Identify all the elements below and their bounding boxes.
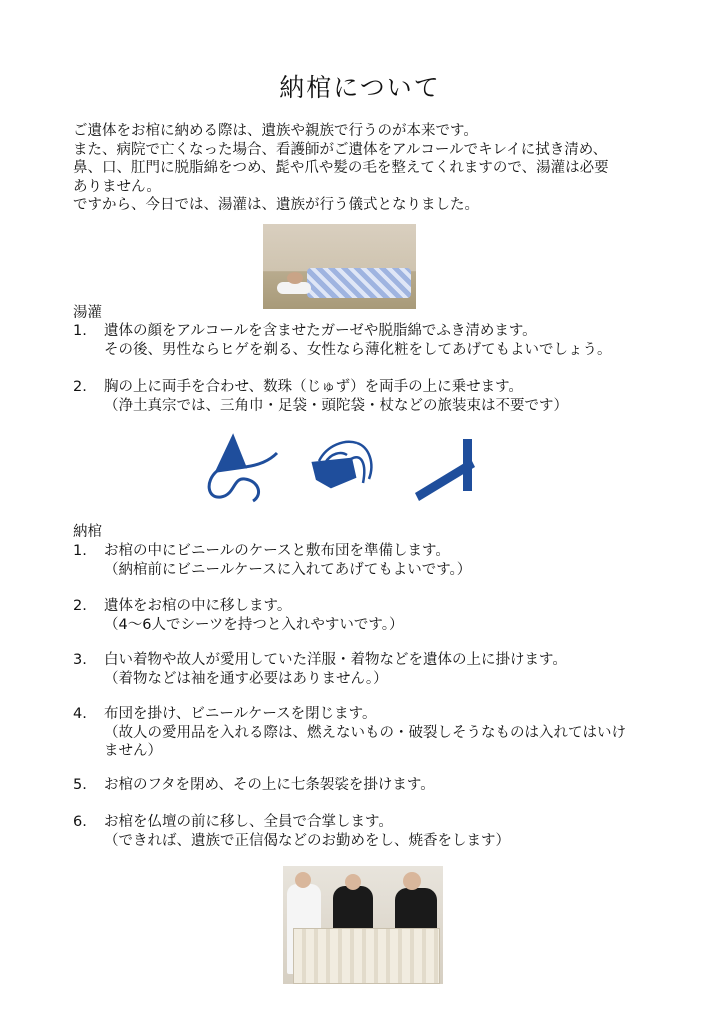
futon-blanket (307, 268, 411, 298)
item-body (104, 705, 664, 761)
item-number: 6. (73, 814, 87, 830)
futon-photo (263, 224, 416, 309)
intro-line: また、病院で亡くなった場合、看護師がご遺体をアルコールでキレイに拭き清め、 (73, 141, 608, 158)
item-line: お棺の中にビニールのケースと敷布団を準備します。 (104, 543, 450, 559)
intro-line: 鼻、口、肛門に脱脂綿をつめ、髭や爪や髪の毛を整えてくれますので、湯灌は必要 (73, 160, 609, 176)
item-line: （故人の愛用品を入れる際は、燃えないもの・破裂しそうなものは入れてはいけ (104, 724, 626, 741)
item-number: 1. (73, 323, 87, 339)
item-body (104, 322, 664, 359)
item-line: 布団を掛け、ビニールケースを閉じます。 (104, 706, 377, 722)
item-number: 2. (73, 598, 87, 614)
item-number: 1. (73, 543, 87, 559)
person-face (403, 872, 421, 890)
item-line: （できれば、遺族で正信偈などのお勤めをし、焼香をします） (104, 832, 510, 849)
item-number: 3. (73, 652, 87, 668)
item-number: 4. (73, 706, 87, 722)
item-body (104, 597, 664, 634)
item-line: 白い着物や故人が愛用していた洋服・着物などを遺体の上に掛けます。 (104, 652, 567, 668)
item-line: （浄土真宗では、三角巾・足袋・頭陀袋・杖などの旅装束は不要です） (104, 397, 568, 414)
item-line: （着物などは袖を通す必要はありません。） (104, 670, 388, 687)
nokan-photo (283, 866, 443, 984)
zudabukuro-bag-icon (313, 442, 371, 487)
item-number: 5. (73, 777, 87, 793)
item-line: 遺体の顔をアルコールを含ませたガーゼや脱脂綿でふき清めます。 (104, 323, 537, 339)
item-body (104, 542, 664, 579)
item-line: お棺を仏壇の前に移し、全員で合掌します。 (104, 814, 393, 830)
item-body (104, 813, 664, 850)
item-line: 胸の上に両手を合わせ、数珠（じゅず）を両手の上に乗せます。 (104, 379, 523, 395)
triangle-headcloth-icon (209, 437, 277, 501)
item-line: （納棺前にビニールケースに入れてあげてもよいです。） (104, 561, 472, 578)
intro-paragraph (73, 122, 673, 215)
item-line: その後、男性ならヒゲを剃る、女性なら薄化粧をしてあげてもよいでしょう。 (104, 341, 612, 358)
person-face (295, 872, 311, 888)
person-face (345, 874, 361, 890)
section-heading-yukan: 湯灌 (73, 305, 102, 321)
section-heading-nokan: 納棺 (73, 524, 102, 540)
intro-line: ありません。 (73, 178, 161, 195)
deceased-head (287, 272, 303, 284)
item-body (104, 651, 664, 688)
walking-staff-icon (415, 439, 475, 501)
coffin (293, 928, 440, 984)
travel-attire-icons (205, 433, 495, 505)
item-line: 遺体をお棺の中に移します。 (104, 598, 292, 614)
item-body (104, 776, 664, 795)
intro-line: ご遺体をお棺に納める際は、遺族や親族で行うのが本来です。 (73, 123, 478, 139)
page-title: 納棺について (279, 73, 441, 102)
item-number: 2. (73, 379, 87, 395)
item-line: お棺のフタを閉め、その上に七条袈裟を掛けます。 (104, 777, 435, 793)
item-line: ません） (104, 743, 162, 759)
item-body (104, 378, 664, 415)
intro-line: ですから、今日では、湯灌は、遺族が行う儀式となりました。 (73, 197, 479, 213)
item-line: （4～6人でシーツを持つと入れやすいです。） (104, 616, 404, 633)
